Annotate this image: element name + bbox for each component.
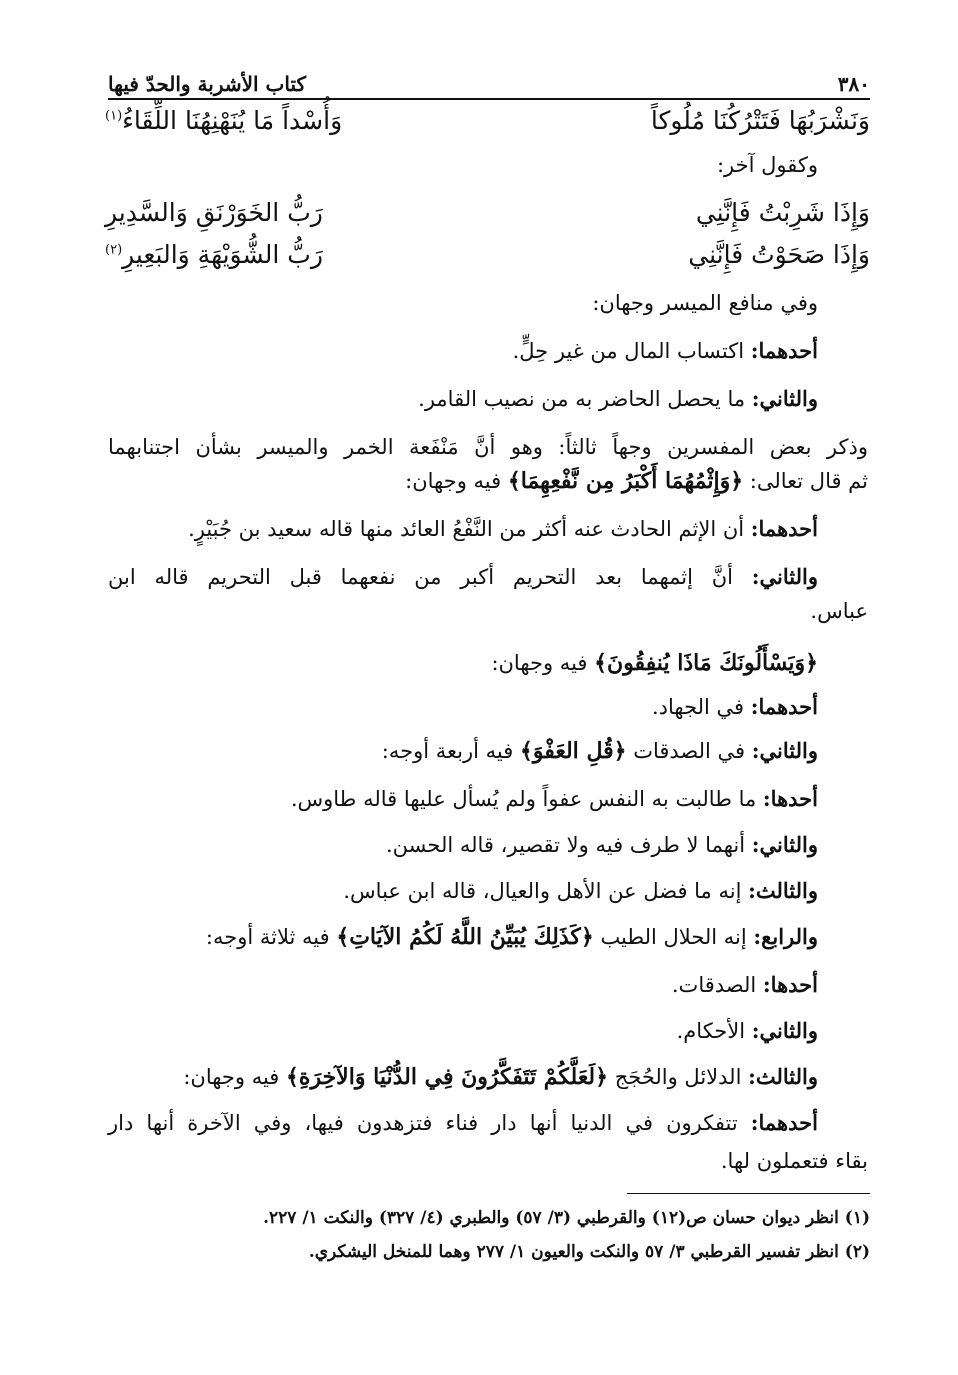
yunfiqun-point-1: أحدهما: في الجهاد. [651, 694, 818, 719]
verse-hemistich-left: رَبُّ الشُّوَيْهَةِ وَالبَعِيرِ$^{(٢)}$ [105, 240, 323, 269]
quran-quote: ﴿قُلِ العَفْوَ﴾ [519, 738, 627, 764]
afw-point-2: والثاني: أنهما لا طرف فيه ولا تقصير، قاله الحسن. [386, 832, 818, 857]
verse-intro: وكقول آخر: [716, 153, 818, 177]
verse-hemistich-right: وَإِذَا شَرِبْتُ فَإِنَّنِي [695, 198, 870, 227]
afw-point-4: والرابع: إنه الحلال الطيب ﴿كَذَلِكَ يُبَيِّنُ اللَّهُ لَكُمُ الآيَاتِ﴾ فيه ثلاثة أوجه: [205, 924, 818, 950]
footnote-ref: (١) [105, 108, 123, 124]
verse-hemistich-left: رَبُّ الخَوَرْنَقِ وَالسَّدِيرِ [105, 198, 323, 227]
ithm-point-2: والثاني: أنَّ إثمهما بعد التحريم أكبر من نفعهما قبل التحريم قاله ابن [108, 564, 818, 589]
poem-verse-1 [105, 106, 870, 146]
verse-hemistich-right: وَنَشْرَبُهَا فَتَتْرُكُنَا مُلُوكاً [650, 106, 870, 135]
yunfiqun-point-2: والثاني: في الصدقات ﴿قُلِ العَفْوَ﴾ فيه أربعة أوجه: [381, 738, 818, 764]
verse-hemistich-right: وَإِذَا صَحَوْتُ فَإِنَّنِي [688, 240, 870, 269]
footnote-1: (١) انظر ديوان حسان ص(١٢) والقرطبي (٣/ ٥٧) والطبري (٤/ ٣٢٧) والنكت ١/ ٢٢٧. [263, 1208, 870, 1228]
ithm-point-2-cont: عباس. [810, 599, 868, 623]
maysir-point-2: والثاني: ما يحصل الحاضر به من نصيب القامر. [418, 386, 818, 411]
quran-quote: ﴿لَعَلَّكُمْ تَتَفَكَّرُونَ فِي الدُّنْيَا وَالآخِرَةِ﴾ [286, 1064, 609, 1090]
page-number: ٣٨٠ [837, 72, 870, 96]
footnote-separator [627, 1193, 870, 1194]
ithm-point-1: أحدهما: أن الإثم الحادث عنه أكثر من النَّفْعُ العائد منها قاله سعيد بن جُبَيْرٍ. [188, 516, 818, 541]
paragraph-third-1: وذكر بعض المفسرين وجهاً ثالثاً: وهو أنَّ مَنْفَعة الخمر والميسر بشأن اجتنابهما [108, 435, 868, 459]
quran-quote: ﴿وَيَسْأَلُونَكَ مَاذَا يُنفِقُونَ﴾ [594, 650, 818, 676]
maysir-point-1: أحدهما: اكتساب المال من غير حِلٍّ. [512, 338, 818, 363]
ayat-point-1: أحدها: الصدقات. [671, 972, 818, 997]
afw-point-1: أحدها: ما طالبت به النفس عفواً ولم يُسأل عليها قاله طاوس. [290, 786, 818, 811]
running-title: كتاب الأشربة والحدّ فيها [108, 72, 307, 96]
footnote-ref: (٢) [105, 242, 123, 258]
quran-quote: ﴿وَإِثْمُهُمَا أَكْبَرُ مِن نَّفْعِهِمَا﴾ [507, 468, 744, 494]
ayat-point-2: والثاني: الأحكام. [676, 1018, 818, 1043]
tafakkur-point-1: أحدهما: تتفكرون في الدنيا أنها دار فناء فتزهدون فيها، وفي الآخرة أنها دار [108, 1110, 818, 1135]
poem-verse-2 [105, 198, 870, 238]
poem-verse-3 [105, 240, 870, 280]
ayat-point-3: والثالث: الدلائل والحُجَج ﴿لَعَلَّكُمْ تَتَفَكَّرُونَ فِي الدُّنْيَا وَالآخِرَةِ﴾ فيه وجهان: [183, 1064, 818, 1090]
paragraph-third-2: ثم قال تعالى: ﴿وَإِثْمُهُمَا أَكْبَرُ مِن نَّفْعِهِمَا﴾ فيه وجهان: [405, 468, 868, 494]
afw-point-3: والثالث: إنه ما فضل عن الأهل والعيال، قاله ابن عباس. [343, 878, 818, 903]
tafakkur-point-1-cont: بقاء فتعملون لها. [720, 1149, 868, 1173]
paragraph-maysir: وفي منافع الميسر وجهان: [592, 291, 818, 315]
page-header [108, 62, 870, 100]
verse-yunfiqun: ﴿وَيَسْأَلُونَكَ مَاذَا يُنفِقُونَ﴾ فيه وجهان: [491, 650, 818, 676]
footnote-2: (٢) انظر تفسير القرطبي ٣/ ٥٧ والنكت والعيون ١/ ٢٧٧ وهما للمنخل اليشكري. [308, 1242, 870, 1262]
verse-hemistich-left: وَأُسْداً مَا يُنَهْنِهُنَا اللِّقَاءُ$^{(١)}$ [105, 106, 343, 135]
quran-quote: ﴿كَذَلِكَ يُبَيِّنُ اللَّهُ لَكُمُ الآيَاتِ﴾ [336, 924, 594, 950]
